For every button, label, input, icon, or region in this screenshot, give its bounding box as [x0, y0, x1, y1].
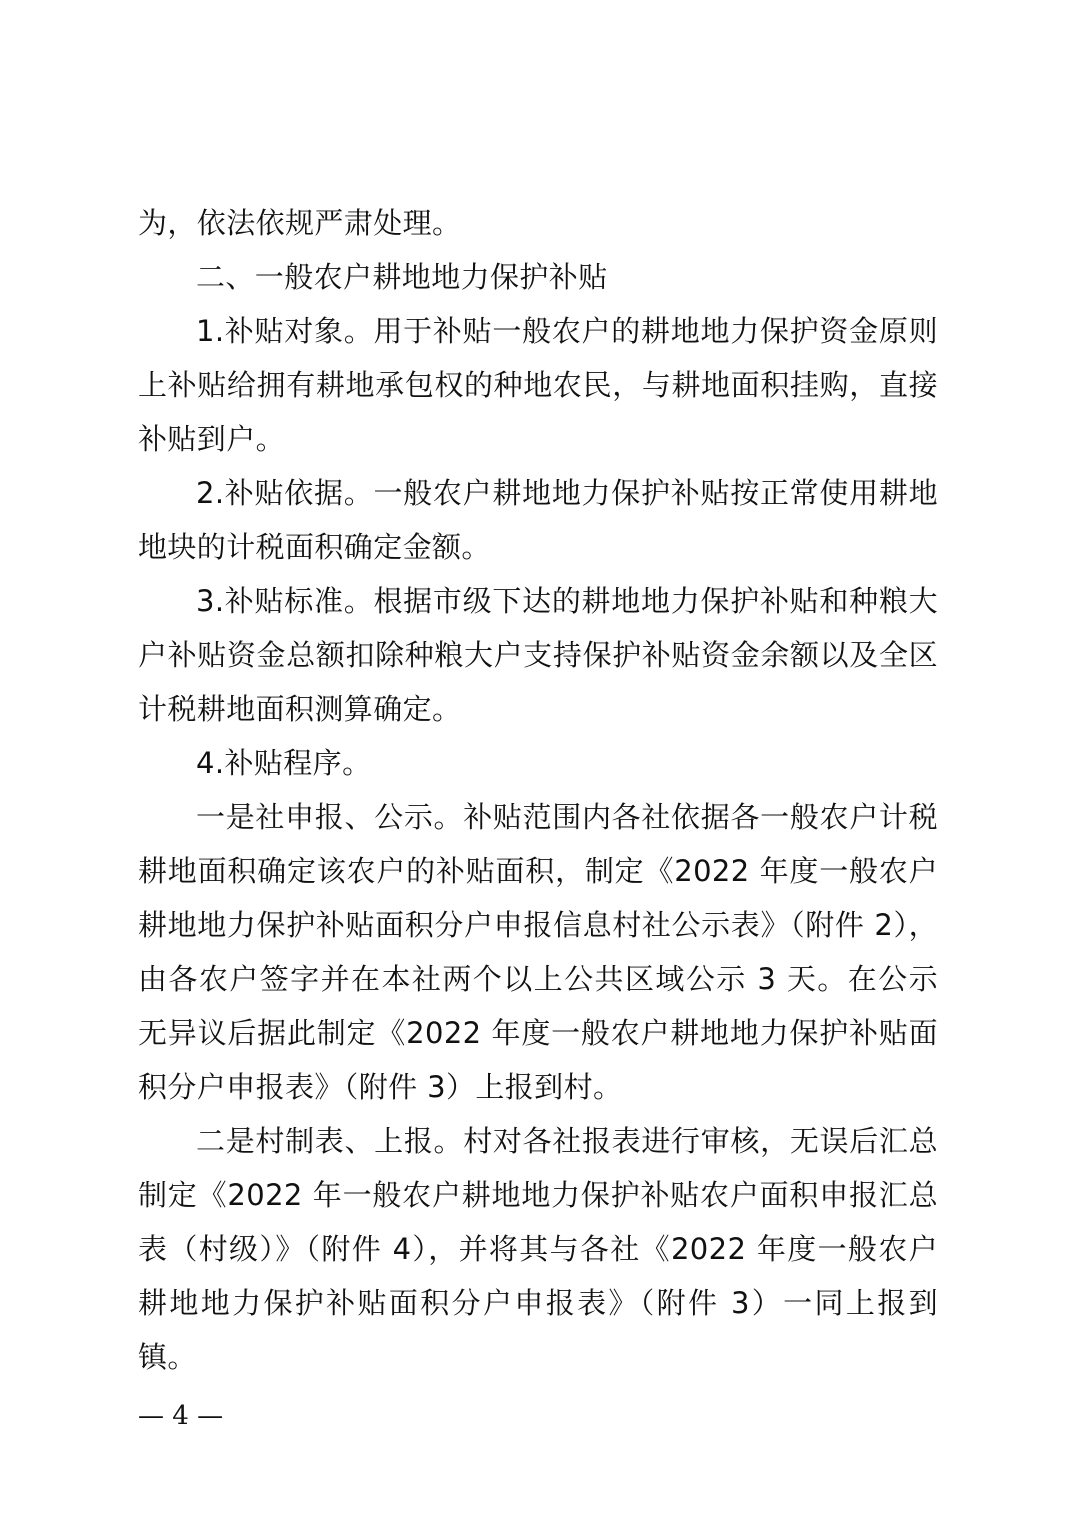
paragraph-procedure-step-2: 二是村制表、上报。村对各社报表进行审核，无误后汇总制定《2022 年一般农户耕地地力保护补贴农户面积申报汇总表（村级）》（附件 4），并将其与各社《2022 年度一般农户耕地地力保护补贴面积分户申报表》（附件 3）一同上报到镇。 [138, 1124, 938, 1374]
paragraph-continuation: 为，依法依规严肃处理。 [138, 206, 462, 240]
paragraph-subsidy-procedure: 4.补贴程序。 [196, 746, 372, 780]
paragraph-subsidy-basis: 2.补贴依据。一般农户耕地地力保护补贴按正常使用耕地地块的计税面积确定金额。 [138, 476, 938, 564]
paragraph-procedure-step-1: 一是社申报、公示。补贴范围内各社依据各一般农户计税耕地面积确定该农户的补贴面积，制定《2022 年度一般农户耕地地力保护补贴面积分户申报信息村社公示表》（附件 2），由各农户签字并在本社两个以上公共区域公示 3 天。在公示无异议后据此制定《2022 年度一般农户耕地地力保护补贴面积分户申报表》（附件 3）上报到村。 [138, 800, 938, 1104]
document-body [138, 196, 938, 1384]
section-heading: 二、一般农户耕地地力保护补贴 [196, 260, 608, 294]
page-number: — 4 — [138, 1401, 224, 1431]
paragraph-subsidy-target: 1.补贴对象。用于补贴一般农户的耕地地力保护资金原则上补贴给拥有耕地承包权的种地农民，与耕地面积挂购，直接补贴到户。 [138, 314, 938, 456]
paragraph-subsidy-standard: 3.补贴标准。根据市级下达的耕地地力保护补贴和种粮大户补贴资金总额扣除种粮大户支持保护补贴资金余额以及全区计税耕地面积测算确定。 [138, 584, 938, 726]
